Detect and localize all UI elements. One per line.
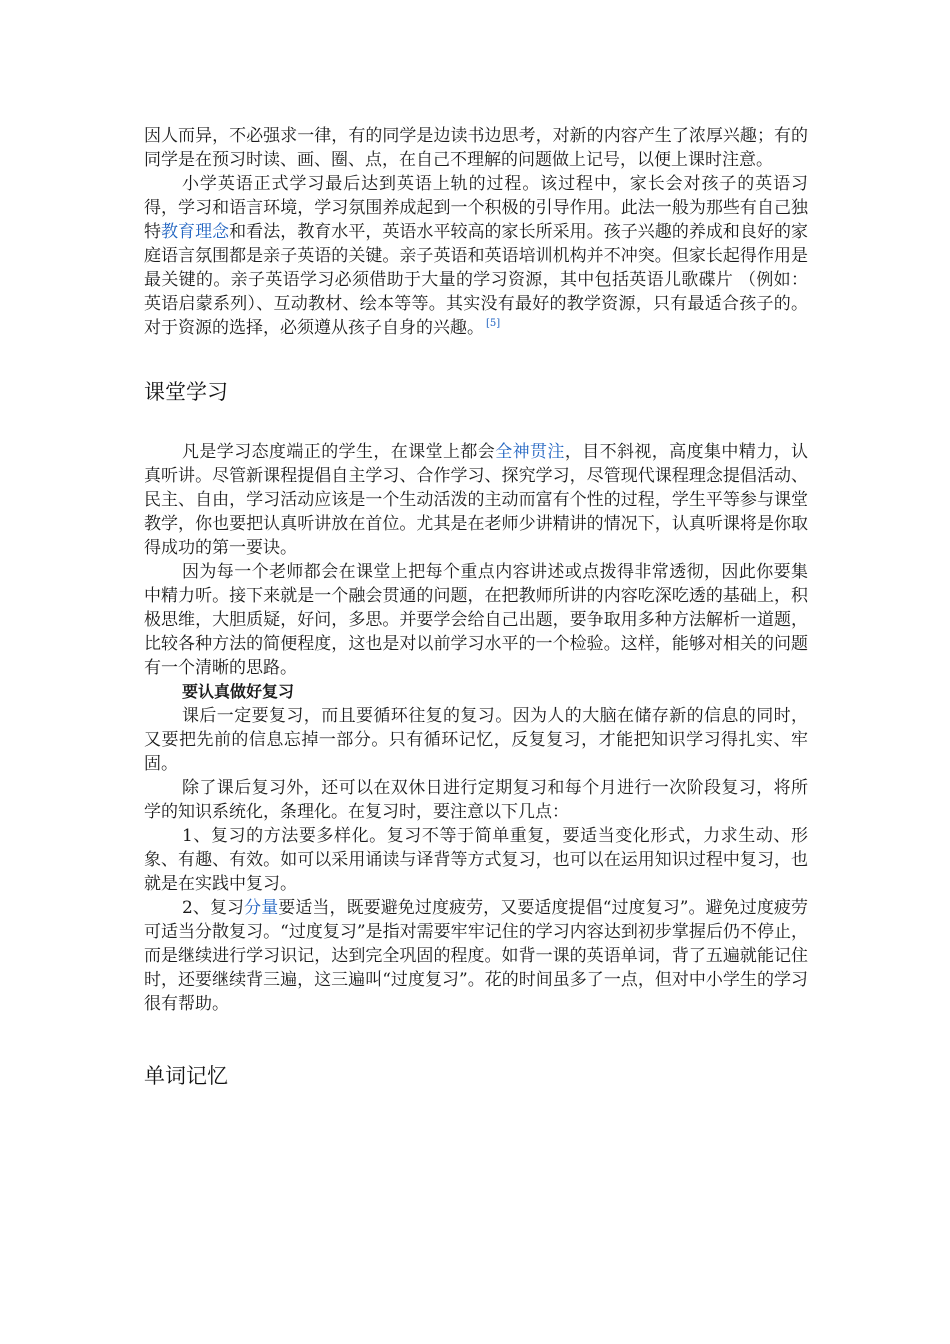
text-segment: ，目不斜视，高度集中精力，认真听讲。尽管新课程提倡自主学习、合作学习、探究学习，尽管现代课程理念提倡活动、民主、自由，学习活动应该是一个生动活泼的主动而富有个性的过程，学生平等参与课堂教学，你也要把认真听讲放在首位。尤其是在老师少讲精讲的情况下，认真听课将是你取得成功的第一要诀。 [144,442,809,558]
link-education-philosophy[interactable]: 教育理念 [161,222,230,242]
link-full-attention[interactable]: 全神贯注 [495,442,565,462]
heading-word-memory: 单词记忆 [144,1064,228,1088]
text-segment: 小学英语正式学习最后达到英语上轨的过程。该过程中，家长会对孩子的英语习得，学习和语言环境，学习氛围养成起到一个积极的引导作用。此法一般为那些有自己独特 [144,174,808,242]
link-quantity[interactable]: 分量 [244,898,279,918]
paragraph-attentive-listening [144,440,808,560]
paragraph-preview-habits: 因人而异，不必强求一律，有的同学是边读书边思考，对新的内容产生了浓厚兴趣；有的同学是在预习时读、画、圈、点，在自己不理解的问题做上记号，以便上课时注意。 [144,126,808,170]
document-body [144,124,808,1090]
text-segment: 要适当，既要避免过度疲劳，又要适度提倡“过度复习”。避免过度疲劳可适当分散复习。“过度复习”是指对需要牢牢记住的学习内容达到初步掌握后仍不停止，而是继续进行学习识记，达到完全巩固的程度。如背一课的英语单词，背了五遍就能记住时，还要继续背三遍，这三遍叫“过度复习”。花的时间虽多了一点，但对中小学生的学习很有帮助。 [144,898,808,1014]
paragraph-periodic-review: 除了课后复习外，还可以在双休日进行定期复习和每个月进行一次阶段复习，将所学的知识系统化，条理化。在复习时，要注意以下几点： [144,778,808,822]
text-segment: 凡是学习态度端正的学生，在课堂上都会 [182,442,496,462]
heading-classroom-learning: 课堂学习 [144,380,228,404]
paragraph-parent-english [144,172,808,340]
paragraph-review-cycle: 课后一定要复习，而且要循环往复的复习。因为人的大脑在储存新的信息的同时，又要把先前的信息忘掉一部分。只有循环记忆，反复复习，才能把知识学习得扎实、牢固。 [144,706,808,774]
text-segment: 2、复习 [182,898,245,918]
text-segment: 和看法，教育水平，英语水平较高的家长所采用。孩子兴趣的养成和良好的家庭语言氛围都是亲子英语的关键。亲子英语和英语培训机构并不冲突。但家长起得作用是最关键的。亲子英语学习必须借助于大量的学习资源，其中包括英语儿歌碟片 （例如：英语启蒙系列）、互动教材、绘本等等。其实没有最好的教学资源，只有最适合孩子的。对于资源的选择，必须遵从孩子自身的兴趣。 [144,222,809,338]
subheading-review: 要认真做好复习 [182,682,295,701]
citation-ref-5[interactable]: [5] [486,318,501,330]
paragraph-review-point-2 [144,896,808,1016]
paragraph-focus: 因为每一个老师都会在课堂上把每个重点内容讲述或点拨得非常透彻，因此你要集中精力听。接下来就是一个融会贯通的问题，在把教师所讲的内容吃深吃透的基础上，积极思维，大胆质疑，好问，多思。并要学会给自己出题，要争取用多种方法解析一道题，比较各种方法的简便程度，这也是对以前学习水平的一个检验。这样，能够对相关的问题有一个清晰的思路。 [144,562,808,678]
paragraph-review-point-1: 1、复习的方法要多样化。复习不等于简单重复，要适当变化形式，力求生动、形象、有趣、有效。如可以采用诵读与译背等方式复习，也可以在运用知识过程中复习，也就是在实践中复习。 [144,826,808,894]
